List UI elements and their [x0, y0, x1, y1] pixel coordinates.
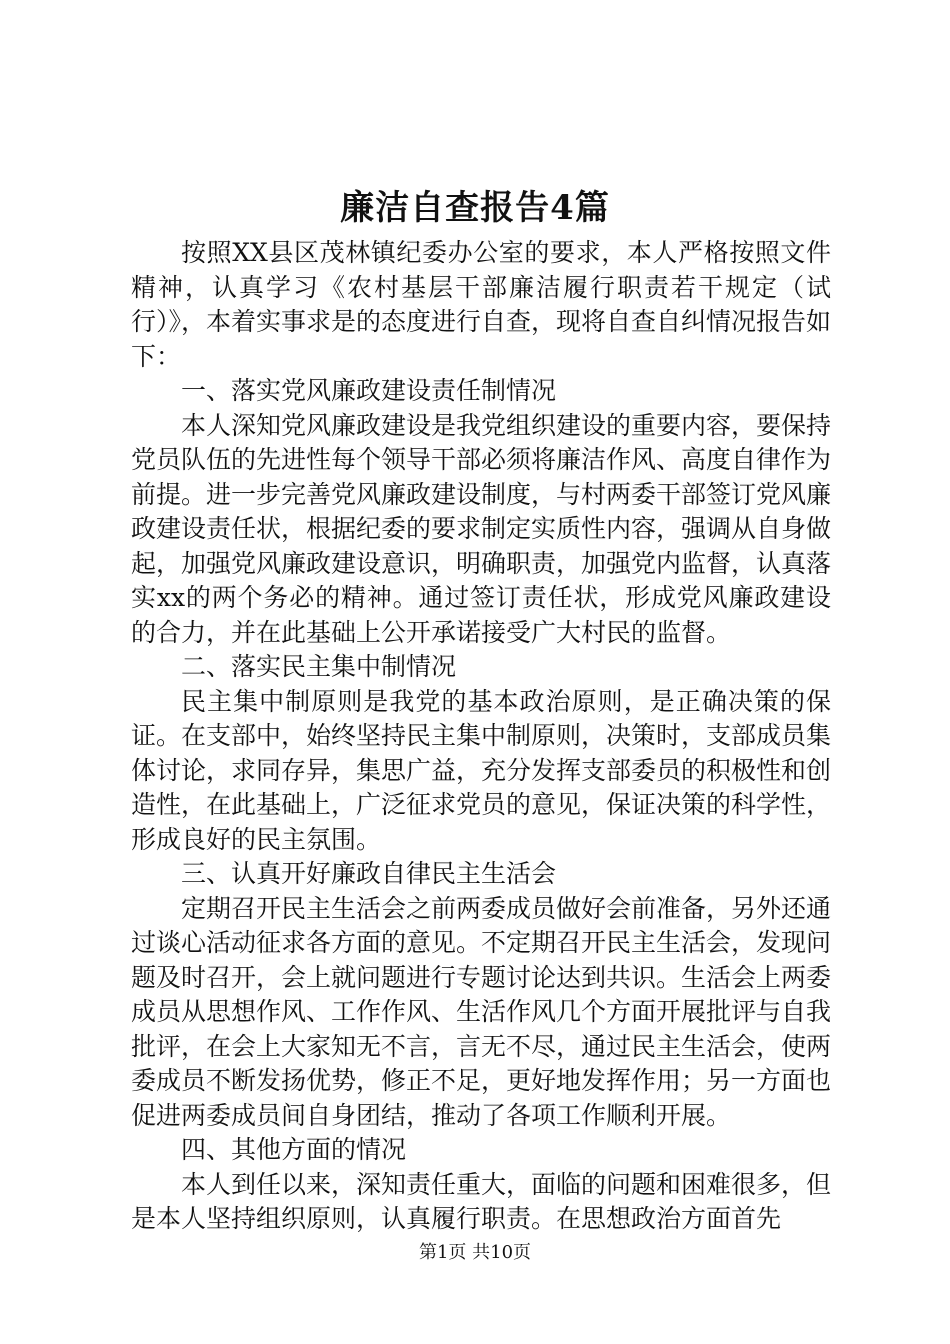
document-body [131, 236, 831, 1237]
document-title: 廉洁自查报告4篇 [340, 188, 610, 228]
section-paragraph-1: 本人深知党风廉政建设是我党组织建设的重要内容，要保持党员队伍的先进性每个领导干部必须将廉洁作风、高度自律作为前提。进一步完善党风廉政建设制度，与村两委干部签订党风廉政建设责任状，根据纪委的要求制定实质性内容，强调从自身做起，加强党风廉政建设意识，明确职责，加强党内监督，认真落实xx的两个务必的精神。通过签订责任状，形成党风廉政建设的合力，并在此基础上公开承诺接受广大村民的监督。 [131, 410, 832, 647]
section-paragraph-3: 定期召开民主生活会之前两委成员做好会前准备，另外还通过谈心活动征求各方面的意见。不定期召开民主生活会，发现问题及时召开，会上就问题进行专题讨论达到共识。生活会上两委成员从思想作风、工作作风、生活作风几个方面开展批评与自我批评，在会上大家知无不言，言无不尽，通过民主生活会，使两委成员不断发扬优势，修正不足，更好地发挥作用；另一方面也促进两委成员间自身团结，推动了各项工作顺利开展。 [131, 893, 832, 1130]
section-paragraph-4: 本人到任以来，深知责任重大，面临的问题和困难很多，但是本人坚持组织原则，认真履行职责。在思想政治方面首先 [131, 1169, 832, 1233]
section-heading-4: 四、其他方面的情况 [181, 1135, 407, 1164]
intro-paragraph: 按照XX县区茂林镇纪委办公室的要求，本人严格按照文件精神，认真学习《农村基层干部廉洁履行职责若干规定（试行）》，本着实事求是的态度进行自查，现将自查自纠情况报告如下： [131, 238, 832, 371]
page-footer: 第1页 共10页 [418, 1242, 532, 1263]
section-heading-1: 一、落实党风廉政建设责任制情况 [181, 376, 557, 405]
section-heading-2: 二、落实民主集中制情况 [181, 652, 457, 681]
section-paragraph-2: 民主集中制原则是我党的基本政治原则，是正确决策的保证。在支部中，始终坚持民主集中制原则，决策时，支部成员集体讨论，求同存异，集思广益，充分发挥支部委员的积极性和创造性，在此基础上，广泛征求党员的意见，保证决策的科学性，形成良好的民主氛围。 [131, 686, 832, 854]
section-heading-3: 三、认真开好廉政自律民主生活会 [181, 859, 557, 888]
